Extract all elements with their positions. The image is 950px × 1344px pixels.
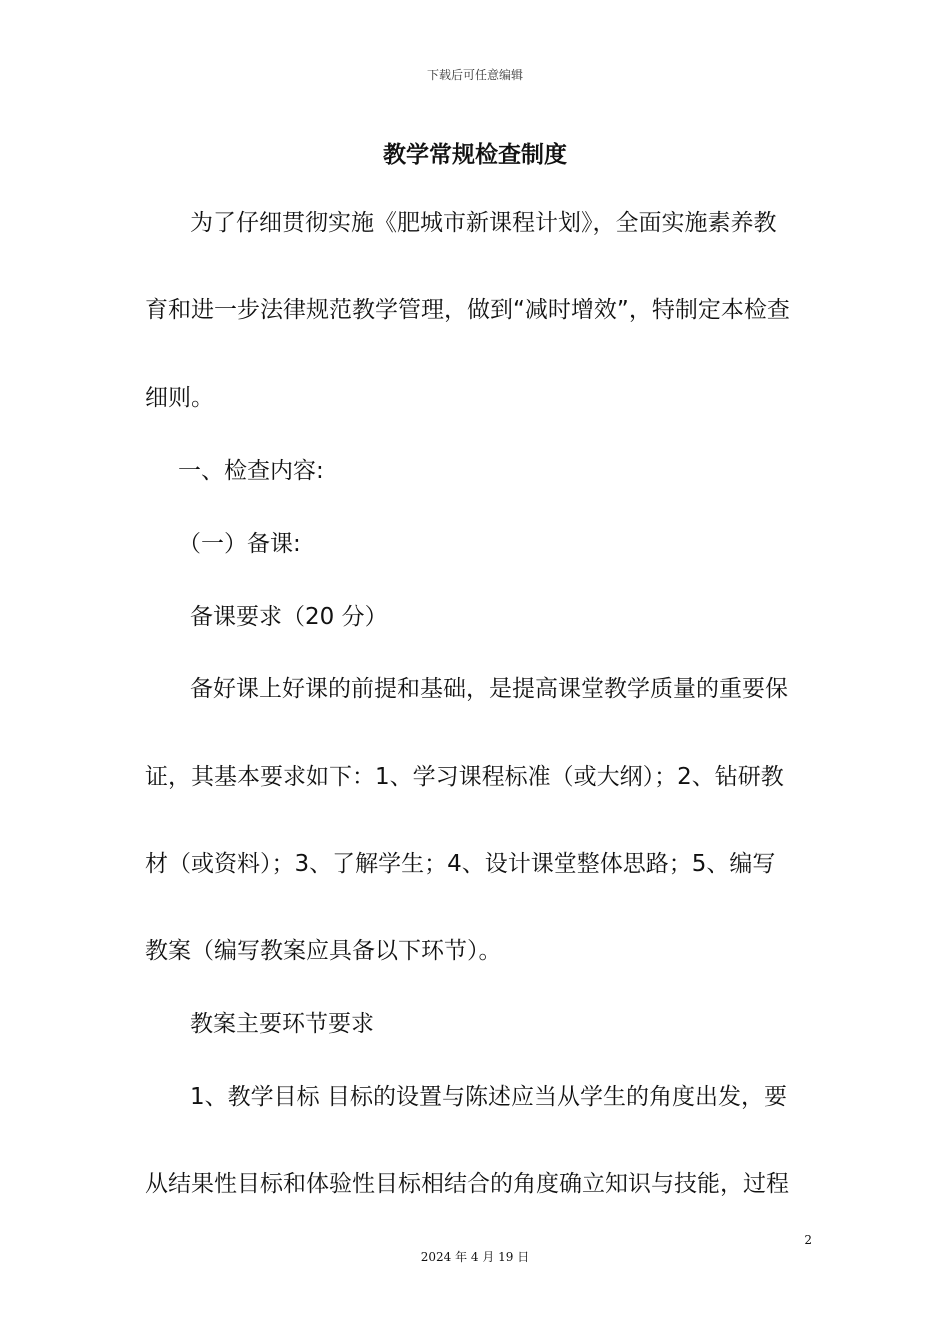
paragraph-line: 育和进一步法律规范教学管理，做到“减时增效”，特制定本检查 xyxy=(145,297,790,323)
paragraph-line: 材（或资料）；3、了解学生；4、设计课堂整体思路；5、编写 xyxy=(145,851,776,877)
paragraph-line: 从结果性目标和体验性目标相结合的角度确立知识与技能，过程 xyxy=(145,1171,789,1197)
paragraph-line: 教案（编写教案应具备以下环节）。 xyxy=(145,938,502,964)
subsection-label: 备课要求（20 分） xyxy=(190,604,388,630)
page-number: 2 xyxy=(804,1233,812,1247)
paragraph-line: 为了仔细贯彻实施《肥城市新课程计划》，全面实施素养教 xyxy=(190,210,777,236)
paragraph-line: 证，其基本要求如下：1、学习课程标准（或大纲）；2、钻研教 xyxy=(145,764,784,790)
footer-date: 2024 年 4 月 19 日 xyxy=(420,1250,530,1264)
subsection-label: 教案主要环节要求 xyxy=(190,1011,374,1037)
paragraph-line: 备好课上好课的前提和基础，是提高课堂教学质量的重要保 xyxy=(190,676,788,702)
section-heading: 一、检查内容: xyxy=(178,458,324,484)
paragraph-line: 1、教学目标 目标的设置与陈述应当从学生的角度出发，要 xyxy=(190,1084,787,1110)
subsection-heading: （一）备课: xyxy=(178,531,301,557)
header-note: 下载后可任意编辑 xyxy=(426,68,523,82)
document-title: 教学常规检查制度 xyxy=(383,142,567,168)
paragraph-line: 细则。 xyxy=(145,385,214,411)
